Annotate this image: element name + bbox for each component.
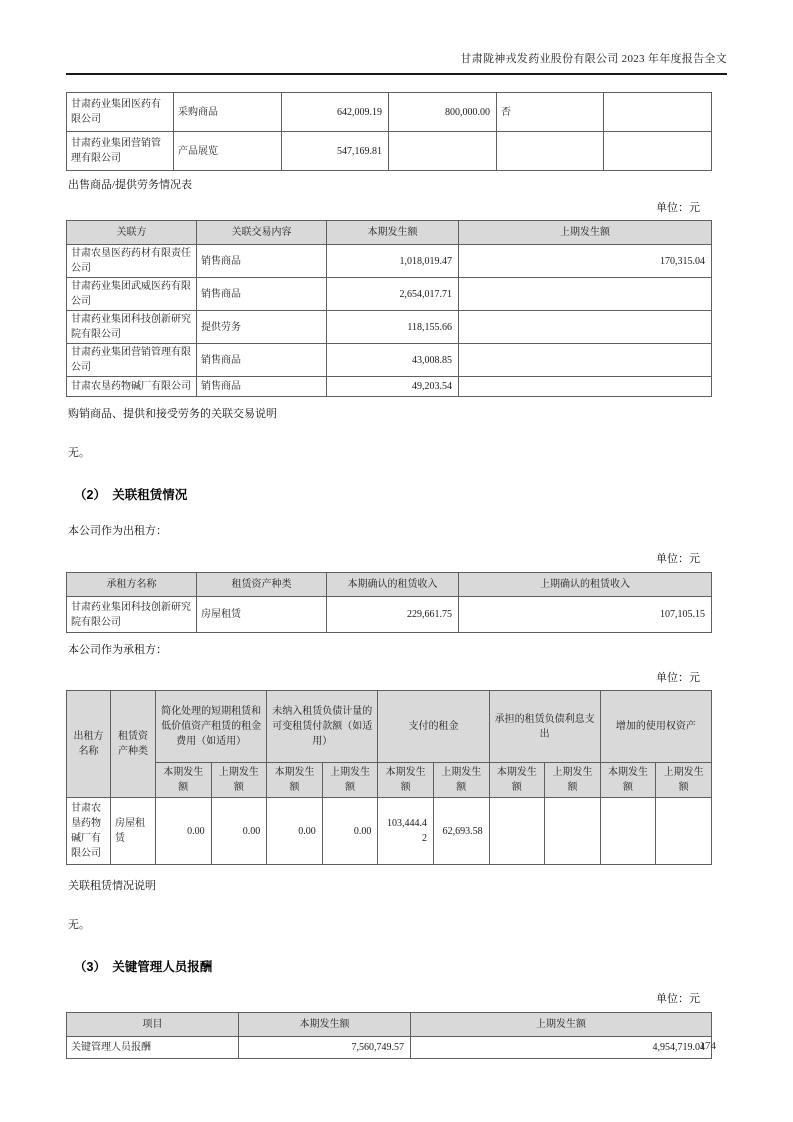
table-cell: 甘肃药业集团营销管理有限公司 xyxy=(67,344,197,377)
table-header-cell: 租赁资产种类 xyxy=(111,691,156,798)
table-cell: 229,661.75 xyxy=(327,597,459,633)
related-sales-table xyxy=(66,220,712,397)
table-header-cell: 上期发生额 xyxy=(322,763,378,798)
table-cell: 103,444.42 xyxy=(378,798,434,865)
unit-label: 单位：元 xyxy=(656,202,700,214)
table-header-cell: 上期确认的租赁收入 xyxy=(459,573,712,597)
table-cell xyxy=(604,132,712,171)
table-header-cell: 租赁资产种类 xyxy=(197,573,327,597)
table-cell: 提供劳务 xyxy=(197,311,327,344)
table-row xyxy=(67,798,712,865)
table-header-cell: 关联交易内容 xyxy=(197,221,327,245)
table-row xyxy=(67,344,712,377)
table-cell: 0.00 xyxy=(267,798,323,865)
table-cell: 0.00 xyxy=(211,798,267,865)
table-header-cell: 增加的使用权资产 xyxy=(600,691,711,763)
table-cell xyxy=(459,278,712,311)
table-header-cell: 上期发生额 xyxy=(211,763,267,798)
table-header-cell: 本期发生额 xyxy=(156,763,212,798)
table-header-cell: 本期发生额 xyxy=(489,763,545,798)
table-cell: 否 xyxy=(497,93,604,132)
table-header-cell: 未纳入租赁负债计量的可变租赁付款额（如适用） xyxy=(267,691,378,763)
carryover-purchase-table xyxy=(66,92,712,171)
compensation-section-heading: （3） 关键管理人员报酬 xyxy=(74,960,213,974)
table-header-cell: 简化处理的短期租赁和低价值资产租赁的租金费用（如适用） xyxy=(156,691,267,763)
table-cell: 甘肃农垦药物碱厂有限公司 xyxy=(67,377,197,397)
table-header-cell: 上期发生额 xyxy=(433,763,489,798)
unit-label: 单位：元 xyxy=(656,993,700,1005)
table-cell: 49,203.54 xyxy=(327,377,459,397)
unit-label: 单位：元 xyxy=(656,553,700,565)
table-row xyxy=(67,278,712,311)
page-number: 174 xyxy=(699,1040,716,1052)
table-row xyxy=(67,597,712,633)
table-cell: 2,654,017.71 xyxy=(327,278,459,311)
table-cell: 房屋租赁 xyxy=(111,798,156,865)
table-header-row xyxy=(67,1013,712,1037)
table-header-cell: 出租方名称 xyxy=(67,691,111,798)
table-header-cell: 上期发生额 xyxy=(656,763,712,798)
table-row xyxy=(67,377,712,397)
sales-note-value: 无。 xyxy=(68,447,90,459)
header-rule xyxy=(66,73,727,75)
table-cell: 房屋租赁 xyxy=(197,597,327,633)
table-header-cell: 本期发生额 xyxy=(267,763,323,798)
table-row xyxy=(67,311,712,344)
table-cell: 采购商品 xyxy=(174,93,282,132)
lease-section-heading: （2） 关联租赁情况 xyxy=(74,488,188,502)
table-header-cell: 上期发生额 xyxy=(459,221,712,245)
table-cell: 产品展览 xyxy=(174,132,282,171)
table-header-cell: 上期发生额 xyxy=(411,1013,712,1037)
table-cell: 4,954,719.04 xyxy=(411,1037,712,1059)
table-header-cell: 承担的租赁负债利息支出 xyxy=(489,691,600,763)
report-header-title: 甘肃陇神戎发药业股份有限公司 2023 年年度报告全文 xyxy=(460,53,727,65)
table-cell xyxy=(459,377,712,397)
sales-note-label: 购销商品、提供和接受劳务的关联交易说明 xyxy=(68,408,277,420)
table-header-cell: 本期确认的租赁收入 xyxy=(327,573,459,597)
table-header-row xyxy=(67,573,712,597)
table-cell: 7,560,749.57 xyxy=(239,1037,411,1059)
table-cell: 关键管理人员报酬 xyxy=(67,1037,239,1059)
table-cell: 销售商品 xyxy=(197,377,327,397)
table-header-cell: 承租方名称 xyxy=(67,573,197,597)
table-cell: 甘肃药业集团医药有限公司 xyxy=(67,93,174,132)
table-cell: 甘肃农垦药物碱厂有限公司 xyxy=(67,798,111,865)
table-cell: 销售商品 xyxy=(197,245,327,278)
table-header-cell: 本期发生额 xyxy=(378,763,434,798)
table-cell: 1,018,019.47 xyxy=(327,245,459,278)
table-cell xyxy=(459,344,712,377)
table-header-cell: 本期发生额 xyxy=(327,221,459,245)
table-cell: 43,008.85 xyxy=(327,344,459,377)
table-header-cell: 本期发生额 xyxy=(600,763,656,798)
lessee-intro: 本公司作为承租方： xyxy=(68,644,167,656)
table-cell: 0.00 xyxy=(156,798,212,865)
table-header-row xyxy=(67,221,712,245)
table-cell xyxy=(600,798,656,865)
table-cell: 甘肃药业集团科技创新研究院有限公司 xyxy=(67,311,197,344)
unit-label: 单位：元 xyxy=(656,672,700,684)
table-cell xyxy=(545,798,601,865)
table-header-cell: 本期发生额 xyxy=(239,1013,411,1037)
table-cell xyxy=(459,311,712,344)
table-cell: 甘肃药业集团武威医药有限公司 xyxy=(67,278,197,311)
table-cell xyxy=(497,132,604,171)
table-cell: 170,315.04 xyxy=(459,245,712,278)
table-header-cell: 支付的租金 xyxy=(378,691,489,763)
table-header-cell: 项目 xyxy=(67,1013,239,1037)
table-header-row xyxy=(67,691,712,763)
table-row xyxy=(67,132,712,171)
table-cell: 0.00 xyxy=(322,798,378,865)
table-cell xyxy=(389,132,497,171)
table-cell: 销售商品 xyxy=(197,278,327,311)
table-header-cell: 关联方 xyxy=(67,221,197,245)
lease-note-label: 关联租赁情况说明 xyxy=(68,880,156,892)
table-cell: 甘肃药业集团营销管理有限公司 xyxy=(67,132,174,171)
table-cell: 甘肃药业集团科技创新研究院有限公司 xyxy=(67,597,197,633)
table-cell: 62,693.58 xyxy=(433,798,489,865)
lessor-intro: 本公司作为出租方： xyxy=(68,525,167,537)
table-cell xyxy=(656,798,712,865)
table-cell: 107,105.15 xyxy=(459,597,712,633)
table-cell: 甘肃农垦医药药材有限责任公司 xyxy=(67,245,197,278)
table-cell: 118,155.66 xyxy=(327,311,459,344)
table-cell xyxy=(604,93,712,132)
lease-note-value: 无。 xyxy=(68,919,90,931)
table-cell: 800,000.00 xyxy=(389,93,497,132)
table-header-cell: 上期发生额 xyxy=(545,763,601,798)
table-cell: 642,009.19 xyxy=(282,93,389,132)
table-row xyxy=(67,93,712,132)
table-cell: 547,169.81 xyxy=(282,132,389,171)
sales-table-caption: 出售商品/提供劳务情况表 xyxy=(68,179,193,191)
lessee-table xyxy=(66,690,712,865)
table-cell: 销售商品 xyxy=(197,344,327,377)
table-subheader-row xyxy=(67,763,712,798)
table-cell xyxy=(489,798,545,865)
lessor-table xyxy=(66,572,712,633)
table-row xyxy=(67,245,712,278)
